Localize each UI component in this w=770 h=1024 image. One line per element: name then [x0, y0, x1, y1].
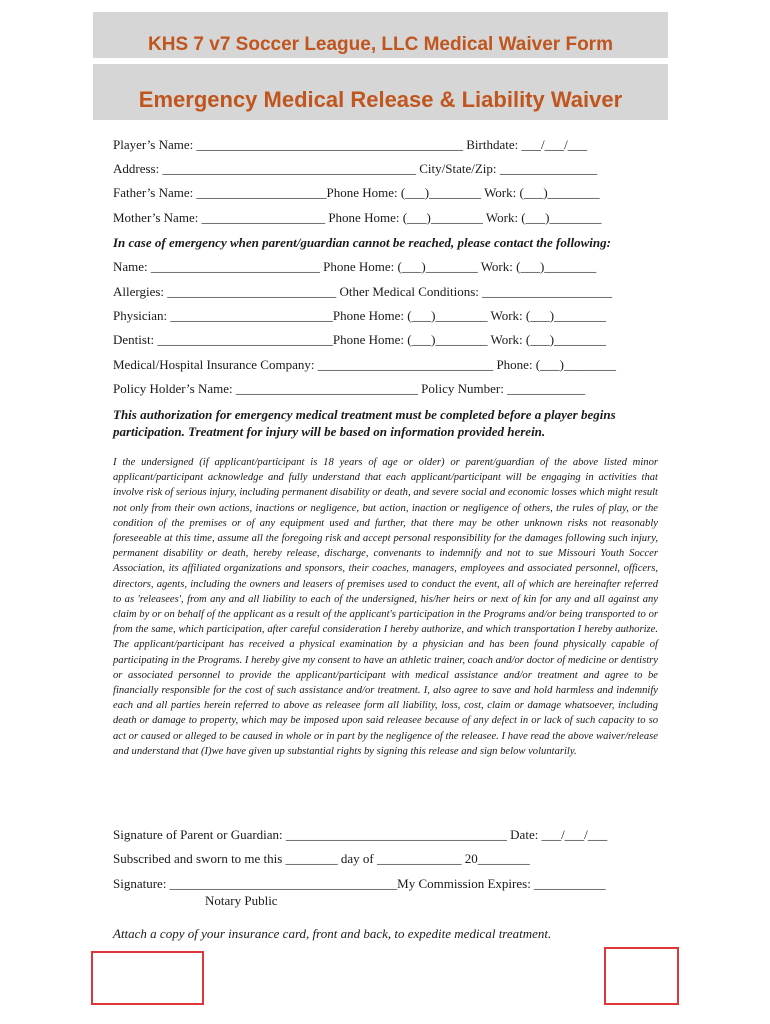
- left-red-box: [91, 951, 204, 1005]
- father-field[interactable]: Father’s Name: ____________________Phone Home: (___)________ Work: (___)________: [113, 185, 600, 200]
- allergies-field[interactable]: Allergies: __________________________ Other Medical Conditions: ____________________: [113, 284, 613, 299]
- header-divider: [93, 58, 668, 64]
- subscribed-field[interactable]: Subscribed and sworn to me this ________ day of _____________ 20________: [113, 851, 530, 866]
- authorization-note: This authorization for emergency medical treatment must be completed before a player begins participation. Treatment for injury will be based on information provided herein.: [113, 407, 616, 439]
- dentist-field[interactable]: Dentist: ___________________________Phone Home: (___)________ Work: (___)________: [113, 332, 607, 347]
- waiver-paragraph: I the undersigned (if applicant/participant is 18 years of age or older) or parent/guardian of the above listed minor applicant/participant acknowledge and fully understand that each applicant/participant will be engaging in activities that involve risk of serious injury, including permanent disability or death, and severe social and economic losses which might result not only from their own actions, inactions or negligence, but action, inaction or negligence of others, the rules of play, or the condition of the premises or of any equipment used and further, that there may be other unknown risks not reasonably foreseeable at this time, assume all the foregoing risk and accept personal responsibility for the damages following such injury, permanent disability or death, hereby release, discharge, convenants to indemnify and not to sue Missouri Youth Soccer Association, its affiliated organizations and sponsors, their coaches, managers, employees and associated personnel, officers, directors, agents, including the owners and leasers of premises used to conduct the event, all of which are hereinafter referred to as 'releasees', from any and all liability to each of the undersigned, his/her heirs or next of kin for any and all against any claim by or on behalf of the applicant as a result of the applicant's participation in the Programs and/or being transported to or from the same, which participation, after careful consideration I hereby authorize, and which transportation I hereby authorize. The applicant/participant has received a physical examination by a physician and has been found physically capable of participating in the Programs. I hereby give my consent to have an athletic trainer, coach and/or doctor of medicine or dentistry or associated personnel to provide the applicant/participant with medical assistance and/or treatment and agree to be financially responsible for the cost of such assistance and/or treatment. I, also agree to save and hold harmless and indemnify each and all parties herein referred to above as releasee form all liability, loss, cost, claim or damage whatsoever, including death or damage to property, which may be imposed upon said releasee because of any defect in or lack of such capacity to so act or caused or alleged to be caused in whole or in part by the negligence of the releasee. I have read the above waiver/release and understand that (I)we have given up substantial rights by signing this release and sign below voluntarily.: [113, 457, 658, 757]
- league-title: KHS 7 v7 Soccer League, LLC Medical Waiver Form: [148, 34, 613, 55]
- insurance-field[interactable]: Medical/Hospital Insurance Company: ___________________________ Phone: (___)________: [113, 357, 616, 372]
- policy-field[interactable]: Policy Holder’s Name: ____________________________ Policy Number: ____________: [113, 381, 586, 396]
- notary-label: Notary Public: [205, 893, 278, 908]
- emergency-contact-field[interactable]: Name: __________________________ Phone Home: (___)________ Work: (___)________: [113, 259, 597, 274]
- form-title: Emergency Medical Release & Liability Waiver: [138, 87, 623, 112]
- mother-field[interactable]: Mother’s Name: ___________________ Phone Home: (___)________ Work: (___)________: [113, 210, 602, 225]
- form-header: [93, 12, 668, 120]
- address-field[interactable]: Address: _______________________________________ City/State/Zip: _______________: [113, 161, 598, 176]
- right-red-box: [604, 947, 679, 1005]
- player-name-field[interactable]: Player’s Name: _________________________________________ Birthdate: ___/___/___: [113, 137, 588, 152]
- physician-field[interactable]: Physician: _________________________Phone Home: (___)________ Work: (___)________: [113, 308, 607, 323]
- attach-note: Attach a copy of your insurance card, front and back, to expedite medical treatment.: [113, 926, 552, 941]
- parent-signature-field[interactable]: Signature of Parent or Guardian: __________________________________ Date: ___/___/___: [113, 827, 608, 842]
- emergency-heading: In case of emergency when parent/guardian cannot be reached, please contact the following:: [113, 235, 611, 250]
- notary-signature-field[interactable]: Signature: ___________________________________My Commission Expires: ___________: [113, 876, 606, 891]
